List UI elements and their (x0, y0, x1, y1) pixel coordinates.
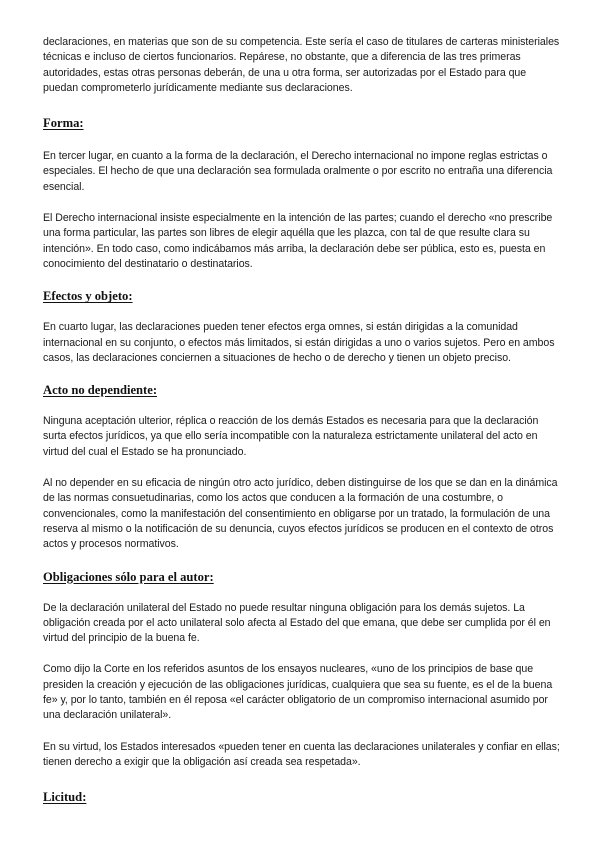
paragraph-intro-continuation: declaraciones, en materias que son de su competencia. Este sería el caso de titulares de carteras ministeriales técnicas e incluso de ciertos funcionarios. Repárese, no obstante, que a diferencia de las tres primeras autoridades, estas otras personas deberán, de una u otra forma, ser autorizadas por el Estado para que puedan comprometerlo jurídicamente mediante sus declaraciones. (43, 36, 560, 94)
heading-forma: Forma: (43, 116, 84, 131)
paragraph-forma-2: El Derecho internacional insiste especialmente en la intención de las partes; cuando el derecho «no prescribe una forma particular, las partes son libres de elegir aquélla que les plazca, con tal de que resulte clara su intención». En todo caso, como indicábamos más arriba, la declaración debe ser pública, esto es, puesta en conocimiento del destinatario o destinatarios. (43, 212, 553, 270)
document-page (43, 35, 563, 805)
heading-acto-no-dependiente: Acto no dependiente: (43, 383, 158, 398)
heading-licitud: Licitud: (43, 790, 87, 805)
paragraph-obligaciones-1: De la declaración unilateral del Estado no puede resultar ninguna obligación para los demás sujetos. La obligación creada por el acto unilateral solo afecta al Estado del que emana, que debe ser cumplida por él en virtud del principio de la buena fe. (43, 601, 551, 645)
paragraph-acto-2: Al no depender en su eficacia de ningún otro acto jurídico, deben distinguirse de los que se dan en la dinámica de las normas consuetudinarias, como los actos que conducen a la formación de una costumbre, o convencionales, como la manifestación del consentimiento en obligarse por un tratado, la formulación de una reserva al mismo o la notificación de su denuncia, cuyos efectos jurídicos se producen en el contexto de otros actos y procesos normativos. (43, 477, 558, 551)
paragraph-acto-1: Ninguna aceptación ulterior, réplica o reacción de los demás Estados es necesaria para que la declaración surta efectos jurídicos, ya que ello sería incompatible con la naturaleza estrictamente unilateral del acto en virtud del cual el Estado se ha pronunciado. (43, 415, 539, 458)
paragraph-obligaciones-2: Como dijo la Corte en los referidos asuntos de los ensayos nucleares, «uno de los principios de base que presiden la creación y ejecución de las obligaciones jurídicas, cualquiera que sea su fuente, es el de la buena fe» y, por lo tanto, también en él reposa «el carácter obligatorio de un compromiso internacional asumido por una declaración unilateral». (43, 663, 553, 722)
paragraph-obligaciones-3: En su virtud, los Estados interesados «pueden tener en cuenta las declaraciones unilaterales y confiar en ellas; tienen derecho a exigir que la obligación así creada sea respetada». (43, 740, 560, 768)
paragraph-forma-1: En tercer lugar, en cuanto a la forma de la declaración, el Derecho internacional no impone reglas estrictas o especiales. El hecho de que una declaración sea formulada oralmente o por escrito no entraña una diferencia esencial. (43, 150, 553, 193)
heading-obligaciones: Obligaciones sólo para el autor: (43, 569, 214, 584)
heading-efectos-y-objeto: Efectos y objeto: (43, 289, 133, 304)
paragraph-efectos: En cuarto lugar, las declaraciones pueden tener efectos erga omnes, si están dirigidas a la comunidad internacional en su conjunto, o efectos más limitados, si están dirigidas a uno o varios sujetos. Pero en ambos casos, las declaraciones conciernen a situaciones de hecho o de derecho y tienen un objeto preciso. (43, 321, 555, 364)
